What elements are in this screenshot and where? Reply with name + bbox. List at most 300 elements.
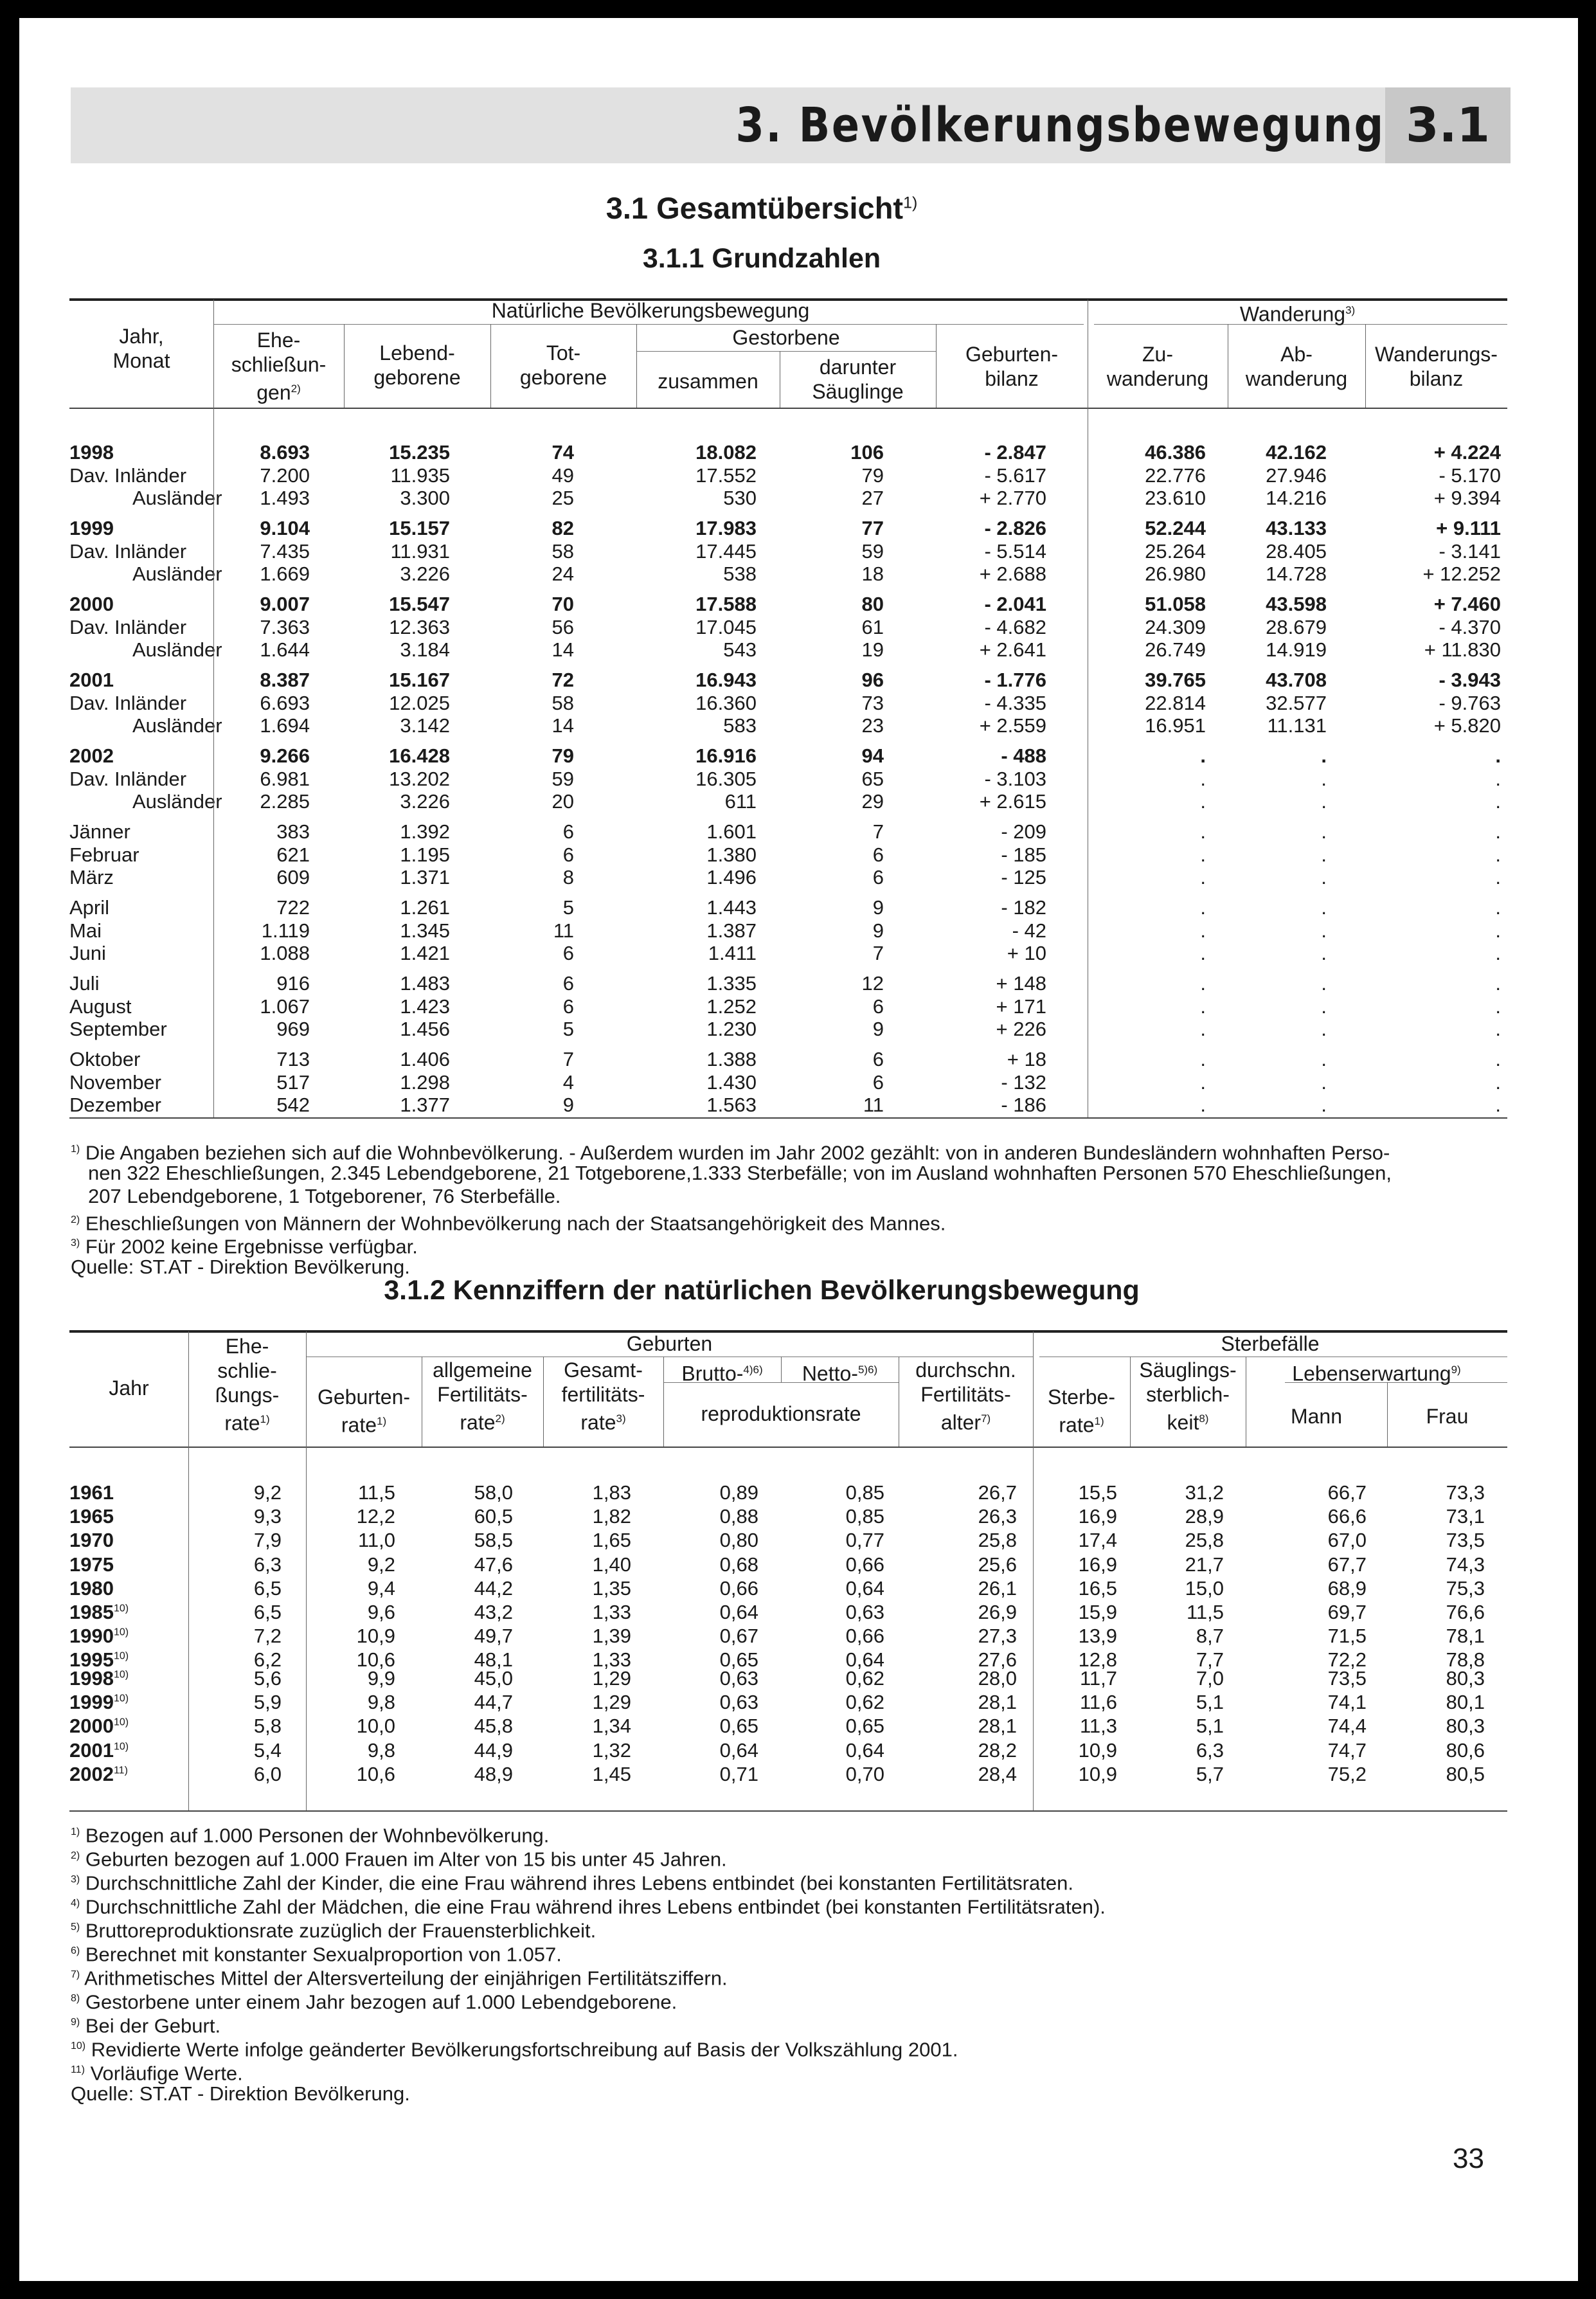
table-cell: 0,65 <box>845 1715 884 1738</box>
table-cell: 9 <box>872 896 884 919</box>
table-cell: 9,8 <box>367 1691 395 1714</box>
footnote: $^{5)}$ Bruttoreproduktionsrate zuzüglich der Frauensterblichkeit. <box>71 1919 596 1942</box>
table-cell: . <box>1321 1094 1327 1116</box>
t1-col-wanderungsbilanz: Wanderungs- bilanz <box>1375 343 1498 390</box>
table-cell: 1.496 <box>706 866 757 888</box>
table-cell: 1.261 <box>400 896 450 919</box>
table-cell: 6 <box>872 1048 884 1070</box>
table-cell: 12,2 <box>356 1505 395 1528</box>
row-label: 1999 <box>69 517 114 539</box>
footnote: $^{7)}$ Arithmetisches Mittel der Altersverteilung der einjährigen Fertilitätsziffern. <box>71 1967 728 1990</box>
table-cell: 73,5 <box>1327 1667 1367 1690</box>
table-cell: - 209 <box>1001 820 1046 843</box>
table-cell: 969 <box>276 1018 310 1040</box>
table-cell: 7,7 <box>1196 1648 1224 1672</box>
table-cell: 28,1 <box>978 1715 1017 1738</box>
table-cell: 8.693 <box>260 441 310 464</box>
table-cell: 80,3 <box>1446 1715 1485 1738</box>
table2-title: 3.1.2 Kennziffern der natürlichen Bevölkerungsbewegung <box>384 1275 1140 1306</box>
table-cell: + 9.394 <box>1433 487 1501 509</box>
page-number: 33 <box>1453 2143 1484 2174</box>
table-cell: + 5.820 <box>1433 714 1501 737</box>
table-cell: 1.298 <box>400 1070 450 1094</box>
table-cell: 23 <box>861 714 884 737</box>
table-cell: 25,8 <box>1185 1529 1224 1552</box>
row-label: Dav. Inländer <box>69 615 187 638</box>
table-cell: 9 <box>872 919 884 942</box>
t2-group-sterbefaelle: Sterbefälle <box>1221 1332 1320 1355</box>
table-cell: 6 <box>562 942 574 964</box>
table-cell: . <box>1321 866 1327 888</box>
table-cell: 43.708 <box>1266 669 1327 691</box>
table2-bottom-rule <box>69 1810 1507 1812</box>
table-cell: 1.067 <box>260 995 310 1018</box>
table-cell: 9.104 <box>260 517 310 539</box>
table-cell: 0,66 <box>719 1576 758 1600</box>
table-cell: 12.025 <box>389 691 450 714</box>
table-cell: . <box>1200 919 1206 942</box>
table-cell: 6 <box>872 1070 884 1094</box>
table-cell: 0,89 <box>719 1481 758 1504</box>
t2-col-gesamt: Gesamt- fertilitäts- rate$^{3)}$ <box>561 1358 645 1434</box>
table-cell: - 3.141 <box>1439 539 1501 563</box>
table-cell: - 2.041 <box>984 593 1046 615</box>
table-cell: 18 <box>861 563 884 585</box>
table-cell: 6.981 <box>260 767 310 790</box>
table-cell: 61 <box>861 615 884 638</box>
row-year: 2001$^{10)}$ <box>69 1738 129 1762</box>
row-year: 1990$^{10)}$ <box>69 1625 129 1648</box>
footnote: $^{8)}$ Gestorbene unter einem Jahr bezogen auf 1.000 Lebendgeborene. <box>71 1990 677 2014</box>
table-cell: + 148 <box>996 972 1046 995</box>
table-cell: 9.266 <box>260 744 310 767</box>
footnote: $^{1)}$ Bezogen auf 1.000 Personen der Wohnbevölkerung. <box>71 1824 550 1847</box>
table-cell: . <box>1200 820 1206 843</box>
table-cell: 17.445 <box>695 539 757 563</box>
row-year: 1970 <box>69 1529 114 1552</box>
table-cell: 23.610 <box>1145 487 1206 509</box>
row-label: Jänner <box>69 820 130 843</box>
table-cell: 28,2 <box>978 1738 1017 1762</box>
table-cell: . <box>1321 1018 1327 1040</box>
row-label: August <box>69 995 132 1018</box>
table-cell: 52.244 <box>1145 517 1206 539</box>
table-cell: 58 <box>551 539 574 563</box>
table-cell: 27,6 <box>978 1648 1017 1672</box>
table-cell: 22.814 <box>1145 691 1206 714</box>
table-cell: 1.335 <box>706 972 757 995</box>
row-label: März <box>69 866 114 888</box>
table-cell: 73,3 <box>1446 1481 1485 1504</box>
row-label: Ausländer <box>132 638 222 661</box>
table-cell: 1,40 <box>592 1553 631 1576</box>
table-cell: 80,1 <box>1446 1691 1485 1714</box>
page <box>19 18 1578 2281</box>
table-cell: 8.387 <box>260 669 310 691</box>
table-cell: 66,7 <box>1327 1481 1367 1504</box>
table-cell: 1.252 <box>706 995 757 1018</box>
table-cell: 45,8 <box>474 1715 513 1738</box>
table-cell: 13,9 <box>1078 1625 1117 1648</box>
table-cell: 9 <box>562 1094 574 1116</box>
table-cell: 44,9 <box>474 1738 513 1762</box>
row-label: Oktober <box>69 1048 141 1070</box>
row-label: Ausländer <box>132 790 222 813</box>
table-cell: 1.421 <box>400 942 450 964</box>
table1-divider <box>213 408 214 1117</box>
table-cell: . <box>1495 820 1501 843</box>
table-cell: 9 <box>872 1018 884 1040</box>
table-cell: 9,6 <box>367 1601 395 1623</box>
t2-col-geburtenrate: Geburten- rate$^{1)}$ <box>317 1385 411 1437</box>
table-cell: 43,2 <box>474 1601 513 1623</box>
table-cell: 28,4 <box>978 1762 1017 1785</box>
table-cell: 1,29 <box>592 1691 631 1714</box>
table-cell: . <box>1495 843 1501 866</box>
table-cell: 10,9 <box>1078 1762 1117 1785</box>
table-cell: 7 <box>872 942 884 964</box>
table-cell: 11.131 <box>1267 714 1327 737</box>
table-cell: 68,9 <box>1327 1576 1367 1600</box>
table-cell: 1.443 <box>706 896 757 919</box>
table-cell: 43.133 <box>1266 517 1327 539</box>
footnote: $^{10)}$ Revidierte Werte infolge geänderter Bevölkerungsfortschreibung auf Basis der Volkszählung 2001. <box>71 2038 958 2061</box>
table-cell: 6 <box>872 843 884 866</box>
table-cell: 6,3 <box>1196 1738 1224 1762</box>
table-cell: 45,0 <box>474 1667 513 1690</box>
t2-col-reproduktionsrate: reproduktionsrate <box>701 1402 861 1425</box>
table-cell: 26.980 <box>1145 563 1206 585</box>
table-cell: 0,62 <box>845 1667 884 1690</box>
t1-group-wanderung: Wanderung$^{3)}$ <box>1239 302 1356 326</box>
table-cell: 383 <box>276 820 310 843</box>
table-cell: 82 <box>551 517 574 539</box>
table-cell: 3.226 <box>400 790 450 813</box>
table-cell: 1.411 <box>708 942 757 964</box>
table-cell: 7 <box>872 820 884 843</box>
table-cell: 5,1 <box>1196 1715 1224 1738</box>
footnote: $^{4)}$ Durchschnittliche Zahl der Mädchen, die eine Frau während ihres Lebens entbindet (bei konstanten Fertilitätsraten). <box>71 1895 1106 1918</box>
table-cell: 0,64 <box>845 1576 884 1600</box>
table-cell: 78,8 <box>1446 1648 1485 1672</box>
table-cell: 74,3 <box>1446 1553 1485 1576</box>
table-cell: . <box>1321 896 1327 919</box>
table-cell: 80,3 <box>1446 1667 1485 1690</box>
table-cell: . <box>1321 767 1327 790</box>
row-year: 1995$^{10)}$ <box>69 1648 129 1672</box>
t1-col-zuwanderung: Zu- wanderung <box>1106 343 1209 390</box>
table-cell: . <box>1495 942 1501 964</box>
table-cell: 58,0 <box>474 1481 513 1504</box>
table-cell: 11 <box>553 919 574 942</box>
table-cell: 17.588 <box>695 593 757 615</box>
table-cell: 6,2 <box>253 1648 282 1672</box>
table-cell: 22.776 <box>1145 464 1206 487</box>
table-cell: 6,0 <box>253 1762 282 1785</box>
t2-group-lebenserwartung: Lebenserwartung$^{9)}$ <box>1292 1362 1461 1385</box>
table-cell: 1.601 <box>706 820 757 843</box>
table-cell: 72,2 <box>1327 1648 1367 1672</box>
table-cell: - 3.103 <box>984 767 1046 790</box>
row-year: 2000$^{10)}$ <box>69 1715 129 1738</box>
table-cell: 9,4 <box>367 1576 395 1600</box>
table-cell: 76,6 <box>1446 1601 1485 1623</box>
table-cell: 13.202 <box>389 767 450 790</box>
table-cell: 11,5 <box>357 1481 395 1504</box>
table-cell: 27.946 <box>1266 464 1327 487</box>
table-cell: 1,83 <box>592 1481 631 1504</box>
table-cell: . <box>1321 790 1327 813</box>
table-cell: 25.264 <box>1145 539 1206 563</box>
table-cell: 9,2 <box>367 1553 395 1576</box>
table-cell: 722 <box>276 896 310 919</box>
table-cell: 0,64 <box>719 1601 758 1623</box>
table-cell: . <box>1200 1048 1206 1070</box>
row-label: Dezember <box>69 1094 161 1116</box>
row-label: Ausländer <box>132 563 222 585</box>
table-cell: 0,85 <box>845 1481 884 1504</box>
table-cell: . <box>1200 995 1206 1018</box>
row-year: 1999$^{10)}$ <box>69 1691 129 1714</box>
table-cell: 17,4 <box>1078 1529 1117 1552</box>
footnote: nen 322 Eheschließungen, 2.345 Lebendgeborene, 21 Totgeborene,1.333 Sterbefälle; von im Ausland wohnhaften Personen 570 Eheschließungen, <box>88 1161 1392 1184</box>
table-cell: . <box>1495 972 1501 995</box>
table-cell: 1.088 <box>260 942 310 964</box>
table-cell: + 2.641 <box>979 638 1046 661</box>
table-cell: 94 <box>861 744 884 767</box>
table-cell: 27 <box>861 487 884 509</box>
table-cell: . <box>1200 843 1206 866</box>
row-year: 1998$^{10)}$ <box>69 1667 129 1690</box>
footnote: Quelle: ST.AT - Direktion Bevölkerung. <box>71 1255 410 1278</box>
table-cell: 0,63 <box>719 1691 758 1714</box>
table-cell: 17.983 <box>695 517 757 539</box>
table-cell: 15,5 <box>1078 1481 1117 1504</box>
table-cell: 58 <box>551 691 574 714</box>
table-cell: 1.430 <box>706 1070 757 1094</box>
table-cell: 11.931 <box>390 539 450 563</box>
table-cell: 1.406 <box>400 1048 450 1070</box>
table-cell: 0,66 <box>845 1625 884 1648</box>
table-cell: - 4.335 <box>984 691 1046 714</box>
table-cell: + 9.111 <box>1436 517 1501 539</box>
table-cell: 3.226 <box>400 563 450 585</box>
section-number: 3.1 <box>1385 87 1511 163</box>
table-cell: + 2.770 <box>979 487 1046 509</box>
t2-group-geburten: Geburten <box>626 1332 713 1355</box>
table-cell: 48,9 <box>474 1762 513 1785</box>
table2-divider <box>306 1447 307 1810</box>
table-cell: 72 <box>551 669 574 691</box>
table-cell: 12,8 <box>1078 1648 1117 1672</box>
table-cell: 9,3 <box>253 1505 282 1528</box>
table1-title: 3.1.1 Grundzahlen <box>642 243 881 274</box>
row-label: Ausländer <box>132 714 222 737</box>
t1-col-geburtenbilanz: Geburten- bilanz <box>965 343 1059 390</box>
table-cell: 0,63 <box>719 1667 758 1690</box>
table-cell: 26,7 <box>978 1481 1017 1504</box>
row-label: Dav. Inländer <box>69 767 187 790</box>
table-cell: 46.386 <box>1145 441 1206 464</box>
table-cell: 28,1 <box>978 1691 1017 1714</box>
table-cell: 8,7 <box>1196 1625 1224 1648</box>
table-cell: . <box>1200 1018 1206 1040</box>
table-cell: - 2.826 <box>984 517 1046 539</box>
table-cell: 713 <box>276 1048 310 1070</box>
table-cell: 1.456 <box>400 1018 450 1040</box>
table-cell: 51.058 <box>1145 593 1206 615</box>
table-cell: 31,2 <box>1185 1481 1224 1504</box>
table-cell: + 12.252 <box>1422 563 1501 585</box>
table-cell: . <box>1321 1048 1327 1070</box>
table-cell: 28,9 <box>1185 1505 1224 1528</box>
row-year: 1961 <box>69 1481 114 1504</box>
row-year: 1980 <box>69 1576 114 1600</box>
table-cell: 9,2 <box>253 1481 282 1504</box>
table-cell: 0,64 <box>845 1648 884 1672</box>
table-cell: - 182 <box>1001 896 1046 919</box>
table-cell: 1.392 <box>400 820 450 843</box>
table-cell: 74 <box>551 441 574 464</box>
t1-col-tot: Tot- geborene <box>519 341 607 389</box>
footnote: $^{1)}$ Die Angaben beziehen sich auf die Wohnbevölkerung. - Außerdem wurden im Jahr 2002 gezählt: von in anderen Bundesländern wohnhaften Perso- <box>71 1141 1390 1164</box>
table-cell: 58,5 <box>474 1529 513 1552</box>
table-cell: 0,71 <box>719 1762 758 1785</box>
table-cell: 3.300 <box>400 487 450 509</box>
table-cell: 1.387 <box>706 919 757 942</box>
table-cell: . <box>1200 896 1206 919</box>
table-cell: 77 <box>861 517 884 539</box>
table-cell: 5,1 <box>1196 1691 1224 1714</box>
table-cell: 1.119 <box>261 919 310 942</box>
table-cell: 0,68 <box>719 1553 758 1576</box>
table-cell: 5,9 <box>253 1691 282 1714</box>
table-cell: 517 <box>276 1070 310 1094</box>
table-cell: 7,0 <box>1196 1667 1224 1690</box>
table-cell: 583 <box>723 714 757 737</box>
table-cell: 69,7 <box>1327 1601 1367 1623</box>
table-cell: - 186 <box>1001 1094 1046 1116</box>
table-cell: 5 <box>562 1018 574 1040</box>
table-cell: 609 <box>276 866 310 888</box>
table-cell: - 125 <box>1001 866 1046 888</box>
table-cell: - 42 <box>1012 919 1046 942</box>
table-cell: 6,5 <box>253 1601 282 1623</box>
table-cell: - 488 <box>1001 744 1046 767</box>
table-cell: 29 <box>861 790 884 813</box>
table-cell: 10,9 <box>1078 1738 1117 1762</box>
table-cell: 6 <box>562 995 574 1018</box>
table-cell: 530 <box>723 487 757 509</box>
table-cell: 0,85 <box>845 1505 884 1528</box>
table-cell: 14 <box>551 714 574 737</box>
table-cell: 11 <box>863 1094 884 1116</box>
table-cell: 1.380 <box>706 843 757 866</box>
table-cell: 6,3 <box>253 1553 282 1576</box>
table-cell: 15.235 <box>389 441 450 464</box>
footnote: $^{2)}$ Eheschließungen von Männern der Wohnbevölkerung nach der Staatsangehörigkeit des Mannes. <box>71 1211 946 1234</box>
table-cell: - 5.170 <box>1439 464 1501 487</box>
row-label: Mai <box>69 919 102 942</box>
t1-col-ehe: Ehe- schließun- gen$^{2)}$ <box>231 329 327 404</box>
t2-col-saeuglingssterblichkeit: Säuglings- sterblich- keit$^{8)}$ <box>1139 1358 1237 1434</box>
table-cell: 6,5 <box>253 1576 282 1600</box>
row-label: Juni <box>69 942 106 964</box>
row-year: 1985$^{10)}$ <box>69 1601 129 1623</box>
table-cell: 0,80 <box>719 1529 758 1552</box>
row-label: September <box>69 1018 167 1040</box>
table-cell: 80,6 <box>1446 1738 1485 1762</box>
table-cell: 0,64 <box>845 1738 884 1762</box>
table-cell: 7,9 <box>253 1529 282 1552</box>
table-cell: 26,1 <box>978 1576 1017 1600</box>
table-cell: 15,0 <box>1185 1576 1224 1600</box>
table-cell: 16,9 <box>1078 1505 1117 1528</box>
table-cell: 80 <box>861 593 884 615</box>
table-cell: . <box>1495 1070 1501 1094</box>
table-cell: 74,4 <box>1327 1715 1367 1738</box>
table-cell: . <box>1495 919 1501 942</box>
table-cell: 10,9 <box>356 1625 395 1648</box>
table-cell: . <box>1321 843 1327 866</box>
table-cell: 1.230 <box>706 1018 757 1040</box>
table-cell: 71,5 <box>1327 1625 1367 1648</box>
t2-col-jahr: Jahr <box>109 1376 149 1400</box>
table1-bottom-rule <box>69 1117 1507 1119</box>
table-cell: 16.951 <box>1145 714 1206 737</box>
table-cell: 26,9 <box>978 1601 1017 1623</box>
table-cell: 15,9 <box>1078 1601 1117 1623</box>
table-cell: 1.669 <box>260 563 310 585</box>
table-cell: 1,35 <box>592 1576 631 1600</box>
table-cell: . <box>1495 995 1501 1018</box>
table-cell: 0,88 <box>719 1505 758 1528</box>
table-cell: 32.577 <box>1266 691 1327 714</box>
footnote: $^{3)}$ Durchschnittliche Zahl der Kinder, die eine Frau während ihres Lebens entbindet (bei konstanten Fertilitätsraten. <box>71 1871 1073 1895</box>
row-year: 2002$^{11)}$ <box>69 1762 128 1785</box>
table-cell: . <box>1200 1070 1206 1094</box>
table-cell: 11,7 <box>1079 1667 1117 1690</box>
table-cell: 11,3 <box>1079 1715 1117 1738</box>
table-cell: 73 <box>861 691 884 714</box>
table-cell: . <box>1321 995 1327 1018</box>
table-cell: - 3.943 <box>1439 669 1501 691</box>
table-cell: 15.547 <box>389 593 450 615</box>
table-cell: 19 <box>861 638 884 661</box>
table-cell: 12 <box>861 972 884 995</box>
table-cell: 24 <box>551 563 574 585</box>
table-cell: 20 <box>551 790 574 813</box>
t1-col-lebend: Lebend- geborene <box>373 341 461 389</box>
table-cell: 47,6 <box>474 1553 513 1576</box>
table-cell: 73,5 <box>1446 1529 1485 1552</box>
table-cell: - 5.617 <box>984 464 1046 487</box>
table-cell: - 5.514 <box>984 539 1046 563</box>
table-cell: 1.388 <box>706 1048 757 1070</box>
table-cell: 75,2 <box>1327 1762 1367 1785</box>
table-cell: + 2.615 <box>979 790 1046 813</box>
table-cell: 9,8 <box>367 1738 395 1762</box>
table-cell: 1,45 <box>592 1762 631 1785</box>
table-cell: 0,65 <box>719 1648 758 1672</box>
table-cell: 1.563 <box>706 1094 757 1116</box>
table-cell: 5 <box>562 896 574 919</box>
row-label: 2002 <box>69 744 114 767</box>
t1-col-zusammen: zusammen <box>658 370 758 393</box>
table-cell: 28,0 <box>978 1667 1017 1690</box>
table-cell: . <box>1321 972 1327 995</box>
table-cell: 11,5 <box>1186 1601 1224 1623</box>
